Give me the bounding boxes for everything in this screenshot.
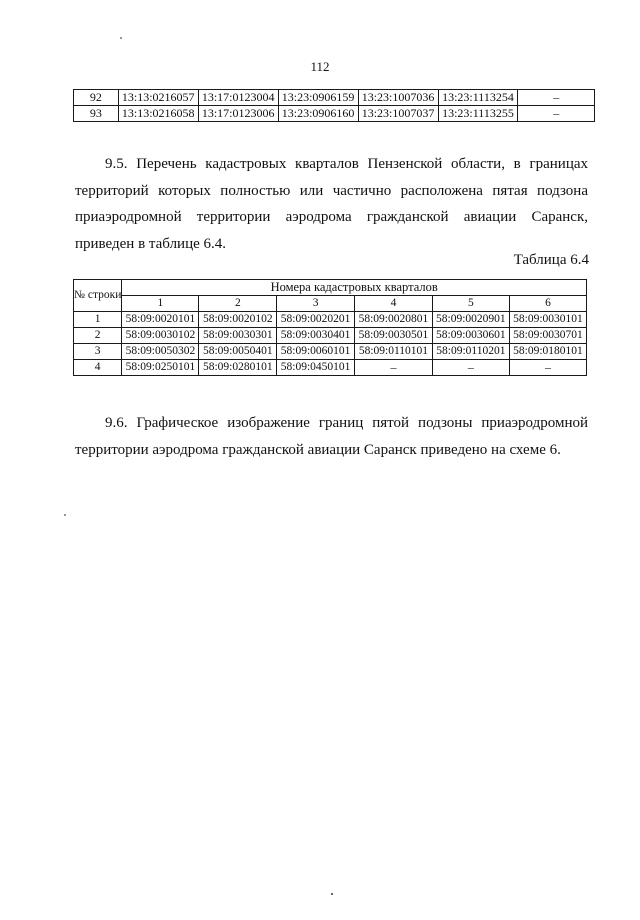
table-cell: 58:09:0050302 xyxy=(122,344,199,360)
table-header-row xyxy=(74,280,587,296)
table-cell: 58:09:0020102 xyxy=(199,312,277,328)
column-header: 4 xyxy=(355,296,433,312)
scan-speck xyxy=(64,514,66,516)
table-cell: 58:09:0180101 xyxy=(509,344,586,360)
table-cell: 58:09:0020901 xyxy=(432,312,509,328)
scan-speck xyxy=(120,37,122,39)
table-cell: 58:09:0030501 xyxy=(355,328,433,344)
table-row xyxy=(74,360,587,376)
table-cell: 13:23:0906160 xyxy=(278,106,358,122)
continuation-table xyxy=(73,89,595,122)
table-cell: 13:17:0123004 xyxy=(198,90,278,106)
table-cell: 58:09:0050401 xyxy=(199,344,277,360)
table-cell: – xyxy=(518,90,595,106)
table-cell: 58:09:0020801 xyxy=(355,312,433,328)
row-number-header: № строки xyxy=(74,280,122,312)
table-cell: 58:09:0030101 xyxy=(509,312,586,328)
table-cell: 58:09:0030401 xyxy=(277,328,355,344)
table-row xyxy=(74,344,587,360)
table-cell: 58:09:0030102 xyxy=(122,328,199,344)
table-cell: 13:13:0216057 xyxy=(118,90,198,106)
column-header: 1 xyxy=(122,296,199,312)
table-cell: – xyxy=(432,360,509,376)
table-cell: 13:23:1007037 xyxy=(358,106,438,122)
cadastral-quarters-table xyxy=(73,279,587,376)
table-cell: – xyxy=(518,106,595,122)
table-caption: Таблица 6.4 xyxy=(513,252,589,268)
row-number-cell: 2 xyxy=(74,328,122,344)
table-cell: 13:23:1113254 xyxy=(438,90,518,106)
section-9-6-paragraph: 9.6. Графическое изображение границ пятой подзоны приаэродромной территории аэродрома гражданской авиации Саранск приведено на схеме 6. xyxy=(75,415,588,458)
table-cell: 13:23:0906159 xyxy=(278,90,358,106)
table-cell: – xyxy=(509,360,586,376)
column-header: 5 xyxy=(432,296,509,312)
table-cell: 13:23:1113255 xyxy=(438,106,518,122)
row-number-cell: 93 xyxy=(74,106,119,122)
table-cell: 58:09:0030301 xyxy=(199,328,277,344)
table-row xyxy=(74,90,595,106)
table-cell: 13:13:0216058 xyxy=(118,106,198,122)
table-row xyxy=(74,106,595,122)
table-cell: 58:09:0250101 xyxy=(122,360,199,376)
column-header: 6 xyxy=(509,296,586,312)
scan-speck xyxy=(331,893,333,895)
table-header-row xyxy=(74,296,587,312)
table-row xyxy=(74,328,587,344)
table-cell: 58:09:0030701 xyxy=(509,328,586,344)
row-number-cell: 4 xyxy=(74,360,122,376)
table-cell: 58:09:0280101 xyxy=(199,360,277,376)
table-cell: 58:09:0030601 xyxy=(432,328,509,344)
table-row xyxy=(74,312,587,328)
table-cell: 58:09:0110201 xyxy=(432,344,509,360)
row-number-cell: 3 xyxy=(74,344,122,360)
table-cell: – xyxy=(355,360,433,376)
column-header: 2 xyxy=(199,296,277,312)
table-cell: 13:17:0123006 xyxy=(198,106,278,122)
page-number: 112 xyxy=(310,59,330,74)
table-cell: 58:09:0110101 xyxy=(355,344,433,360)
table-cell: 58:09:0020101 xyxy=(122,312,199,328)
table-cell: 13:23:1007036 xyxy=(358,90,438,106)
table-cell: 58:09:0060101 xyxy=(277,344,355,360)
table-cell: 58:09:0450101 xyxy=(277,360,355,376)
column-header: 3 xyxy=(277,296,355,312)
section-9-5-paragraph: 9.5. Перечень кадастровых кварталов Пензенской области, в границах территорий которых полностью или частично расположена пятая подзона приаэродромной территории аэродрома гражданской авиации Саранск, приведен в таблице 6.4. xyxy=(75,156,588,252)
row-number-cell: 92 xyxy=(74,90,119,106)
table-cell: 58:09:0020201 xyxy=(277,312,355,328)
group-header: Номера кадастровых кварталов xyxy=(122,280,587,296)
row-number-cell: 1 xyxy=(74,312,122,328)
